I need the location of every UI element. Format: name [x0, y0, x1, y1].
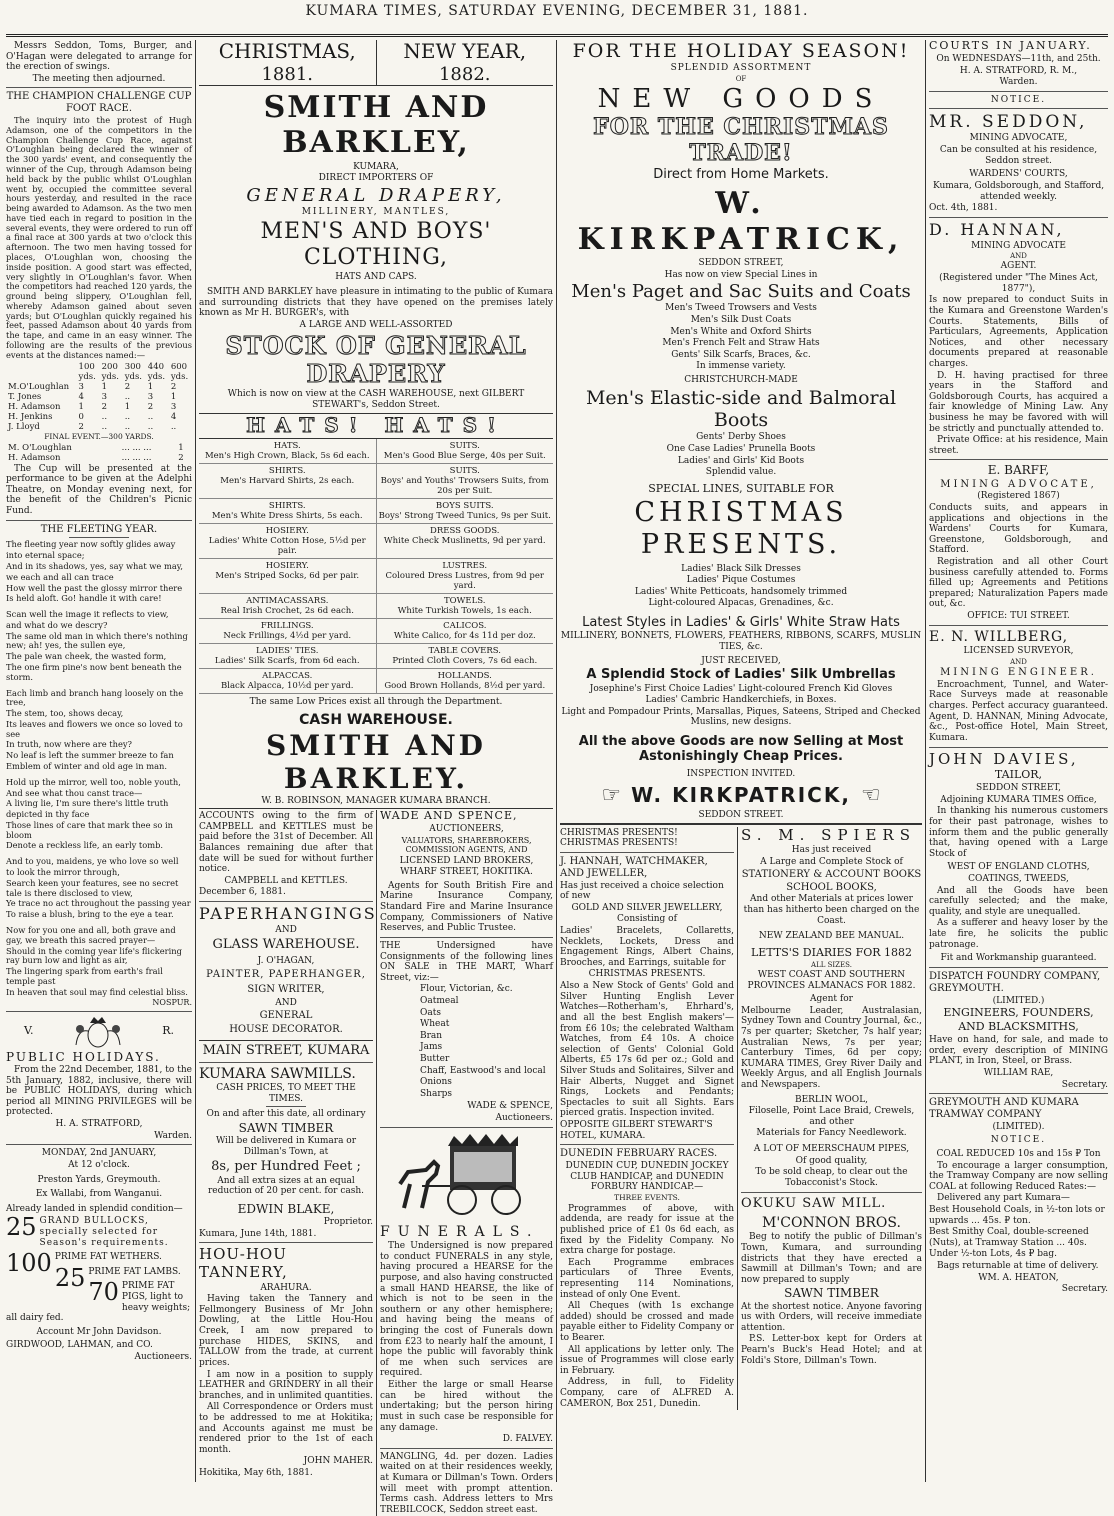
poem-line: depicted in thy face — [6, 809, 90, 820]
poem-author: NOSPUR. — [152, 998, 192, 1008]
pointing-hand-icon: ☜ — [860, 783, 881, 809]
list-item: Onions — [420, 1077, 452, 1088]
item-detail: White Turkish Towels, 1s each. — [397, 606, 532, 617]
christmas-presents-title: CHRISTMAS PRESENTS. — [634, 496, 848, 560]
race-title: THE CHAMPION CHALLENGE CUP FOOT RACE. — [6, 91, 192, 115]
column-divider — [195, 40, 196, 1482]
item-name: HOSIERY. — [265, 561, 309, 572]
holidays-title: PUBLIC HOLIDAYS. — [6, 1049, 161, 1064]
sale-date: MONDAY, 2nd JANUARY, — [41, 1148, 157, 1159]
divider — [6, 520, 192, 521]
item-name: HATS. — [273, 441, 301, 452]
list-item: Josephine's First Choice Ladies' Light-coloured French Kid Gloves — [589, 683, 893, 694]
poem-line: In heaven that soul may find celestial bliss. — [6, 986, 188, 997]
item-name: HOSIERY. — [265, 526, 309, 537]
tannery-title: HOU-HOU TANNERY, — [199, 1245, 288, 1281]
poem-line: The pale wan cheek, the wasted form, — [6, 651, 167, 662]
header-rule — [6, 34, 1108, 37]
table-row — [199, 499, 553, 524]
royal-arms: V. R. — [6, 1015, 192, 1049]
item-detail: Men's Harvard Shirts, 2s each. — [220, 476, 355, 487]
smith-barkley-footer: SMITH AND BARKLEY. — [266, 728, 486, 795]
clothing-heading: MEN'S AND BOYS' CLOTHING, — [260, 218, 492, 270]
foundry-title: DISPATCH FOUNDRY COMPANY, GREYMOUTH. — [929, 970, 1101, 994]
list-item: Flour, Victorian, &c. — [420, 984, 513, 995]
item-detail: Men's High Crown, Black, 5s 6d each. — [204, 451, 370, 462]
item-name: CALICOS. — [443, 621, 487, 632]
accounts-notice: ACCOUNTS owing to the firm of CAMPBELL and KETTLES must be paid before the 31st of December. All Balances remaining due after that date will be sued for without further notice. — [199, 811, 373, 875]
list-item: Men's Silk Dust Coats — [690, 315, 792, 326]
poem-line: Scan well the image it reflects to view, — [6, 609, 169, 620]
divider — [6, 87, 192, 88]
tramway-title: GREYMOUTH AND KUMARA TRAMWAY COMPANY — [929, 1097, 1079, 1120]
list-item: Jams — [420, 1042, 443, 1053]
list-item: Oatmeal — [420, 995, 459, 1006]
cash-warehouse: CASH WAREHOUSE. — [299, 712, 453, 728]
okuku-title: OKUKU SAW MILL. — [741, 1195, 887, 1211]
item-name: TABLE COVERS. — [428, 646, 501, 657]
item-detail: Men's White Dress Shirts, 5s each. — [211, 511, 363, 522]
christmas-newyear-banner: CHRISTMAS, 1881. NEW YEAR, 1882. — [199, 40, 553, 86]
list-item: Ladies' Pique Costumes — [686, 575, 796, 586]
dunedin-races-title: DUNEDIN FEBRUARY RACES. — [560, 1148, 718, 1160]
poem-line: to look the mirror through, — [6, 867, 120, 878]
poem-line: No leaf is left the summer breeze to fan — [6, 750, 174, 761]
poem-line: and what do we descry? — [6, 619, 108, 630]
poem-line: Emblem of winter and old age in man. — [6, 761, 168, 772]
item-detail: Black Alpacca, 10½d per yard. — [220, 681, 354, 692]
smith-barkley-title: SMITH AND BARKLEY, — [263, 89, 489, 161]
poem-line: Each limb and branch hang loosely on the tree, — [6, 687, 184, 708]
table-row — [199, 619, 553, 644]
item-name: ALPACCAS. — [262, 671, 313, 682]
holidays-sign: H. A. STRATFORD, — [55, 1119, 143, 1130]
list-item: Ladies' White Petticoats, handsomely trimmed — [634, 586, 848, 597]
hats-banner: HATS! HATS! — [199, 413, 553, 439]
poem — [6, 540, 192, 997]
table-row — [199, 464, 553, 499]
table-row — [199, 559, 553, 594]
poem-line: In truth, now where are they? — [6, 739, 132, 750]
item-detail: Men's Striped Socks, 6d per pair. — [215, 571, 360, 582]
list-item: Ladies' Cambric Handkerchiefs, in Boxes. — [645, 695, 837, 706]
poem-line: Denote a reckless life, an early tomb. — [6, 840, 164, 851]
list-item: Gents' Silk Scarfs, Braces, &c. — [671, 349, 811, 360]
table-row — [199, 524, 553, 559]
list-item: One Case Ladies' Prunella Boots — [666, 444, 816, 455]
cup-text: The Cup will be presented at the performance to be given at the Adelphi Theatre, on Monday evening next, for the benefit of the Children's Picnic Fund. — [6, 463, 192, 516]
table-row: H. Adamson 1 2 1 2 3 — [8, 401, 177, 412]
funerals-title: FUNERALS. — [380, 1223, 540, 1240]
race-text: The inquiry into the protest of Hugh Adamson, one of the competitors in the Champion Challenge Cup Race, against O'Loughlan being declared the winner of the 300 yards' event, and consequently the winner of the Cup, through Adamson being held back by the public whilst O'Loughlan went by, occupied the committee several hours yesterday, and resulted in the race being awarded to Adamson. As the two men have tied each in regard to position in the several events, they were ordered to run off a final race at 300 yards at two o'clock this afternoon. The two men having tossed for places, O'Loughlan won, choosing the inside position. A good start was effected, very slightly in O'Loughlan's favor. When the competitors had reached 120 yards, the ground being slippery, O'Loughlan fell, whereby Adamson gained about seven yards; but O'Loughlan quickly regained his feet, passed Adamson about 40 yards from the tape, and came in an easy winner. The following are the results of the previous events at the distances named:— — [6, 115, 192, 360]
list-item: Sharps — [420, 1088, 453, 1099]
new-goods-title: NEW GOODS — [597, 84, 885, 115]
poem-line: The one firm pine's now bent beneath the storm. — [6, 661, 182, 682]
table-row: H. Adamson ... ... ... 2 — [8, 452, 184, 463]
item-name: FRILLINGS. — [260, 621, 314, 632]
final-event: FINAL EVENT.—300 YARDS. — [44, 431, 154, 441]
item-detail: White Check Muslinetts, 9d per yard. — [383, 536, 546, 547]
mangling-ad: MANGLING, 4d. per dozen. Ladies waited on at their residences weekly, at Kumara or Dillman's Town. Orders will meet with prompt attention. Terms cash. Address letters to Mrs TREBILCOCK, Seddon street east. — [380, 1451, 553, 1515]
item-detail: Printed Cloth Covers, 7s 6d each. — [392, 656, 538, 667]
kirkpatrick-footer: ☞ W. KIRKPATRICK, ☜ — [601, 783, 881, 809]
item-detail: Ladies' Silk Scarfs, from 6d each. — [214, 656, 360, 667]
item-name: ANTIMACASSARS. — [246, 596, 329, 607]
poem-line: The fleeting year now softly glides away — [6, 539, 176, 550]
poem-line: And in its shadows, yes, say what we may, — [6, 560, 183, 571]
column-4: COURTS IN JANUARY. On WEDNESDAYS—11th, and 25th. H. A. STRATFORD, R. M., Warden. NOTICE. MR. SEDDON, MINING ADVOCATE, Can be consulted at his residence, Seddon street. WARDENS' COURTS, Kumara, Goldsborough, and Stafford, attended weekly. Oct. 4th, 1881. D. HANNAN, MINING ADVOCATE AND AGENT. (Registered under "The Mines Act, 1877"), Is now prepared to conduct Suits in the Kumara and Greenstone Warden's Courts. Statements, Bills of Particulars, Agreements, Application Notices, and other necessary documents prepared at reasonable charges. D. H. having practised for three years in the Stafford and Goldsborough Courts, has acquired a fair knowledge of Mining Law. Any business he may be favored with will be strictly and punctually attended to. Private Office: at his residence, Main street. E. BARFF, MINING ADVOCATE, (Registered 1867) Conducts suits, and appears in applications and objections in the Wardens' Courts for Kumara, Greenstone, Goldsborough, and Stafford. Registration and all other Court business carefully attended to. Forms filled up; Agreements and Petitions prepared; Naturalization Papers made out, &c. OFFICE: TUI STREET. E. N. WILLBERG, LICENSED SURVEYOR, AND MINING ENGINEER. Encroachment, Tunnel, and Water-Race Surveys made at reasonable charges. Perfect accuracy guaranteed. Agent, D. HANNAN, Mining Advocate, &c., Post-office Hotel, Main Street, Kumara. JOHN DAVIES, TAILOR, SEDDON STREET, Adjoining KUMARA TIMES Office, In thanking his numerous customers for their past patronage, wishes to inform them and the public generally that, having opened with a Large Stock of WEST OF ENGLAND CLOTHS, COATINGS, TWEEDS, And all the Goods have been carefully selected; and the make, quality, and style are unequalled. As a sufferer and heavy loser by the late fire, he solicits the public patronage. Fit and Workmanship guaranteed. DISPATCH FOUNDRY COMPANY, GREYMOUTH. (LIMITED.) ENGINEERS, FOUNDERS, AND BLACKSMITHS, Have on hand, for sale, and made to order, every description of MINING PLANT, in Iron, Steel, or Brass. WILLIAM RAE, Secretary. GREYMOUTH AND KUMARA TRAMWAY COMPANY (LIMITED). NOTICE. COAL REDUCED 10s and 15s ₽ Ton To encourage a larger consumption, the Tramway Company are now selling COAL at following Reduced Rates:— Delivered any part Kumara— Best Household Coals, in ½-ton lots or upwards ... 45s. ₽ ton. Best Smithy Coal, double-screened (Nuts), at Tramway Station ... 40s. Under ½-ton Lots, 4s ₽ bag. Bags returnable at time of delivery. WM. A. HEATON, Secretary. — [929, 39, 1108, 1295]
list-item: In immense variety. — [696, 361, 786, 372]
item-name: BOYS SUITS. — [435, 501, 494, 512]
poem-line: Should in the coming year life's flickering ray burn low and light as air, — [6, 945, 182, 966]
poem-line: Those lines of care that mark thee so in bloom — [6, 819, 174, 840]
poem-line: Now for you one and all, both grave and gay, we breath this sacred prayer— — [6, 924, 176, 945]
item-detail: Good Brown Hollands, 8½d per yard. — [384, 681, 546, 692]
poem-line: into eternal space; — [6, 550, 85, 561]
item-detail: Boys' Strong Tweed Tunics, 9s per Suit. — [378, 511, 551, 522]
wade-spence-title: WADE AND SPENCE, — [380, 809, 518, 823]
stock-heading: STOCK OF GENERAL DRAPERY — [225, 330, 527, 388]
davies-title: JOHN DAVIES, — [929, 749, 1079, 768]
item-name: HOLLANDS. — [437, 671, 492, 682]
list-item: Gents' Derby Shoes — [696, 432, 786, 443]
poem-line: Is held aloft. Go! handle it with care! — [6, 593, 162, 604]
seddon-title: MR. SEDDON, — [929, 112, 1088, 133]
christmas-trade-title: FOR THE CHRISTMAS TRADE! — [593, 113, 889, 166]
poem-line: And see what thou canst trace— — [6, 787, 143, 798]
poem-line: How well the past the glossy mirror there — [6, 582, 183, 593]
hannan-title: D. HANNAN, — [929, 219, 1065, 239]
divider — [69, 537, 129, 538]
meeting-text: Messrs Seddon, Toms, Burger, and O'Hagan were delegated to arrange for the erection of swings. — [6, 41, 192, 73]
newspaper-header: KUMARA TIMES, SATURDAY EVENING, DECEMBER 31, 1881. — [305, 3, 809, 19]
list-item: Oats — [420, 1007, 441, 1018]
courts-title: COURTS IN JANUARY. — [929, 39, 1092, 52]
poem-line: To raise a blush, bring to the eye a tear. — [6, 909, 174, 920]
list-item: Men's French Felt and Straw Hats — [662, 338, 820, 349]
item-detail: White Calico, for 4s 11d per doz. — [393, 631, 536, 642]
table-row — [199, 644, 553, 669]
list-item: Chaff, Eastwood's and local — [420, 1065, 546, 1076]
sawmills-title: KUMARA SAWMILLS. — [199, 1065, 356, 1082]
hannah-title: J. HANNAH, WATCHMAKER, AND JEWELLER, — [560, 856, 708, 879]
divider — [6, 1011, 192, 1012]
holidays-text: From the 22nd December, 1881, to the 5th January, 1882, inclusive, there will be PUBLIC HOLIDAYS, during which period all MINING PRIVILEGES will be protected. — [6, 1065, 192, 1118]
table-row — [199, 594, 553, 619]
table-row: M.O'Loughlan 3 1 2 1 2 — [8, 381, 177, 392]
column-divider — [556, 40, 557, 1482]
poem-line: Search keen your features, see no secret tale is there disclosed to view, — [6, 877, 179, 898]
drapery-heading: GENERAL DRAPERY, — [246, 184, 506, 206]
pointing-hand-icon: ☞ — [601, 783, 622, 809]
item-detail: Coloured Dress Lustres, from 9d per yard. — [385, 571, 544, 592]
table-row — [199, 439, 553, 464]
royal-crest-icon — [68, 1015, 128, 1049]
hearse-illustration-icon — [392, 1132, 542, 1220]
list-item: Men's Tweed Trowsers and Vests — [665, 303, 817, 314]
poem-line: Hold up the mirror, well too, noble youth, — [6, 776, 181, 787]
item-name: LUSTRES. — [442, 561, 488, 572]
list-item: Bran — [420, 1030, 443, 1041]
column-3: FOR THE HOLIDAY SEASON! SPLENDID ASSORTMENT OF NEW GOODS FOR THE CHRISTMAS TRADE! Direct from Home Markets. W. KIRKPATRICK, SEDDON STREET, Has now on view Special Lines in Men's Paget and Sac Suits and Coats Men's Tweed Trowsers and Vests Men's Silk Dust Coats Men's White and Oxford Shirts Men's French Felt and Straw Hats Gents' Silk Scarfs, Braces, &c. In immense variety. CHRISTCHURCH-MADE Men's Elastic-side and Balmoral Boots Gents' Derby Shoes One Case Ladies' Prunella Boots Ladies' and Girls' Kid Boots Splendid value. SPECIAL LINES, SUITABLE FOR CHRISTMAS PRESENTS. Ladies' Black Silk Dresses Ladies' Pique Costumes Ladies' White Petticoats, handsomely trimmed Light-coloured Alpacas, Grenadines, &c. Latest Styles in Ladies' & Girls' White Straw Hats MILLINERY, BONNETS, FLOWERS, FEATHERS, RIBBONS, SCARFS, MUSLIN TIES, &c. JUST RECEIVED, A Splendid Stock of Ladies' Silk Umbrellas Josephine's First Choice Ladies' Light-coloured French Kid Gloves Ladies' Cambric Handkerchiefs, in Boxes. Light and Pompadour Prints, Marsallas, Piques, Sateens, Striped and Checked Muslins, new designs. All the above Goods are now Selling at Most Astonishingly Cheap Prices. INSPECTION INVITED. ☞ W. KIRKPATRICK, ☜ SEDDON STREET. CHRISTMAS PRESENTS! CHRISTMAS PRESENTS! J. HANNAH, WATCHMAKER, AND JEWELLER, Has just received a choice selection of new GOLD AND SILVER JEWELLERY, Consisting of Ladies' Bracelets, Collaretts, Necklets, Lockets, Dress and Engagement Rings, Albert Chains, Brooches, and Earrings, suitable for CHRISTMAS PRESENTS. Also a New Stock of Gents' Gold and Silver Hunting English Lever Watches—Rotherham's, Ehrhard's, and all the best English makers'—from £6 10s; the celebrated Waltham Watches, from £4 10s. A choice selection of Gents' Colonial Gold Alberts, £5 17s 6d per oz.; Gold and Silver Studs and Solitaires, Silver and Hair Alberts, Nugget and Signet Rings, Lockets and Pendants; Spectacles to suit all Sights. Ears pierced gratis. Inspection invited. OPPOSITE GILBERT STEWART'S HOTEL, KUMARA. DUNEDIN FEBRUARY RACES. DUNEDIN CUP, DUNEDIN JOCKEY CLUB HANDICAP, and DUNEDIN FORBURY HANDICAP.— THREE EVENTS. Programmes of above, with addenda, are ready for issue at the published price of £1 0s 6d each, as fixed by the Fidelity Company. No extra charge for postage. Each Programme embraces particulars of Three Events, representing 114 Nominations, instead of only One Event. All Cheques (with 1s exchange added) should be crossed and made payable either to Fidelity Company or to Bearer. All applications by letter only. The issue of Programmes will close early in February. Address, in full, to Fidelity Company, care of ALFRED A. CAMERON, Box 251, Dunedin. S. M. SPIERS Has just received A Large and Complete Stock of STATIONERY & ACCOUNT BOOKS SCHOOL BOOKS, And other Materials at prices lower than has hitherto been charged on the Coast. NEW ZEALAND BEE MANUAL. LETTS'S DIARIES FOR 1882 ALL SIZES. WEST COAST AND SOUTHERN PROVINCES ALMANACS FOR 1882. Agent for Melbourne Leader, Australasian, Sydney Town and Country Journal, &c., 7s per quarter; Sketcher, 7s half year; Australian News, 7s per year; Canterbury Times, 6d per copy; KUMARA TIMES, Grey River Daily and Weekly Argus, and all English Journals and Newspapers. BERLIN WOOL, Filoselle, Point Lace Braid, Crewels, and other Materials for Fancy Needlework. A LOT OF MEERSCHAUM PIPES, Of good quality, To be sold cheap, to clear out the Tobacconist's Stock. OKUKU SAW MILL. M'CONNON BROS. Beg to notify the public of Dillman's Town, Kumara, and surrounding districts that they have erected a Sawmill at Dillman's Town; and are now prepared to supply SAWN TIMBER At the shortest notice. Anyone favoring us with Orders, will receive immediate attention. P.S. Letter-box kept for Orders at Pearn's Buck's Head Hotel; and at Foldi's Store, Dillman's Town. — [560, 40, 922, 1409]
poem-line: we each and all can trace — [6, 571, 114, 582]
item-name: LADIES' TIES. — [256, 646, 319, 657]
poem-line: A living lie, I'm sure there's little truth — [6, 798, 169, 809]
item-detail: Neck Frillings, 4½d per yard. — [223, 631, 352, 642]
list-item: Ladies' Black Silk Dresses — [681, 563, 801, 574]
column-1: Messrs Seddon, Toms, Burger, and O'Hagan were delegated to arrange for the erection of swings. The meeting then adjourned. THE CHAMPION CHALLENGE CUP FOOT RACE. The inquiry into the protest of Hugh Adamson, one of the competitors in the Champion Challenge Cup Race, against O'Loughlan being declared the winner of the 300 yards' event, and consequently the winner of the Cup, through Adamson being held back by the public whilst O'Loughlan went by, occupied the committee several hours yesterday, and resulted in the race being awarded to Adamson. As the two men have tied each in regard to position in the several events, they were ordered to run off a final race at 300 yards at two o'clock this afternoon. The two men having tossed for places, O'Loughlan won, choosing the inside position. A good start was effected, very slightly in O'Loughlan's favor. When the competitors had reached 120 yards, the ground being slippery, O'Loughlan fell, whereby Adamson gained about seven yards; but O'Loughlan quickly regained his feet, passed Adamson about 40 yards from the tape, and came in an easy winner. The following are the results of the previous events at the distances named:— 100 200 300 440 600 yds. yds. yds. yds. yds. M.O'Loughlan 3 1 2 1 2 T. Jones 4 3 .. 3 1 H. Adamson 1 2 1 2 3 H. Jenkins 0 .. .. .. 4 J. Lloyd 2 .. .. .. .. FINAL EVENT.—300 YARDS. M. O'Loughlan ... ... ... 1 H. Adamson ... ... ... 2 The Cup will be presented at the performance to be given at the Adelphi Theatre, on Monday evening next, for the benefit of the Children's Picnic Fund. THE FLEETING YEAR. The fleeting year now softly glides away into eternal space; And in its shadows, yes, say what we may, we each and all can trace How well the past the glossy mirror there Is held aloft. Go! handle it with care! Scan well the image it reflects to view, and what do we descry? The same old man in which there's nothing new; ah! yes, the sullen eye, The pale wan cheek, the wasted form, The one firm pine's now bent beneath the storm. Each limb and branch hang loosely on the tree, The stem, too, shows decay, Its leaves and flowers we once so loved to see In truth, now where are they? No leaf is left the summer breeze to fan Emblem of winter and old age in man. Hold up the mirror, well too, noble youth, And see what thou canst trace— A living lie, I'm sure there's little truth depicted in thy face Those lines of care that mark thee so in bloom Denote a reckless life, an early tomb. And to you, maidens, ye who love so well to look the mirror through, Search keen your features, see no secret tale is there disclosed to view, Ye trace no act throughout the passing year To raise a blush, bring to the eye a tear. Now for you one and all, both grave and gay, we breath this sacred prayer— Should in the coming year life's flickering ray burn low and light as air, The lingering spark from earth's frail temple past In heaven that soul may find celestial bliss. NOSPUR. V. R. PUBLIC HOLIDAYS. From the 22nd December, 1881, to the 5th January, 1882, inclusive, there will be PUBLIC HOLIDAYS, during which period all MINING PRIVILEGES will be protected. H. A. STRATFORD, Warden. MONDAY, 2nd JANUARY, At 12 o'clock. Preston Yards, Greymouth. Ex Wallabi, from Wanganui. Already landed in splendid condition— 25 GRAND BULLOCKS, specially selected for Season's requirements. 100 PRIME FAT WETHERS. 25 PRIME FAT LAMBS. 70 PRIME FAT PIGS, light to heavy weights; all dairy fed. Account Mr John Davidson. GIRDWOOD, LAHMAN, and CO. Auctioneers. — [6, 41, 192, 1363]
poem-line: The same old man in which there's nothing new; ah! yes, the sullen eye, — [6, 630, 188, 651]
poem-line — [6, 684, 192, 688]
goods-list — [380, 984, 553, 1099]
item-name: SHIRTS. — [268, 466, 306, 477]
list-item: Butter — [420, 1054, 450, 1064]
item-detail: Ladies' White Cotton Hose, 5½d per pair. — [208, 536, 366, 557]
auctioneer-name: GIRDWOOD, LAHMAN, and CO. — [6, 1340, 153, 1351]
table-row: H. Jenkins 0 .. .. .. 4 — [8, 411, 177, 422]
poem-line: Ye trace no act throughout the passing year — [6, 898, 191, 909]
column-2: CHRISTMAS, 1881. NEW YEAR, 1882. SMITH AND BARKLEY, KUMARA, DIRECT IMPORTERS OF GENERAL DRAPERY, MILLINERY, MANTLES, MEN'S AND BOYS' CLOTHING, HATS AND CAPS. SMITH AND BARKLEY have pleasure in intimating to the public of Kumara and surrounding districts that they have opened on the premises lately known as Mr H. BURGER's, with A LARGE AND WELL-ASSORTED STOCK OF GENERAL DRAPERY Which is now on view at the CASH WAREHOUSE, next GILBERT STEWART's, Seddon Street. HATS! HATS! HATS. Men's High Crown, Black, 5s 6d each. SUITS. Men's Good Blue Serge, 40s per Suit. SHIRTS. Men's Harvard Shirts, 2s each. SUITS. Boys' and Youths' Trowsers Suits, from 20s per Suit. SHIRTS. Men's White Dress Shirts, 5s each. BOYS SUITS. Boys' Strong Tweed Tunics, 9s per Suit. HOSIERY. Ladies' White Cotton Hose, 5½d per pair. DRESS GOODS. White Check Muslinetts, 9d per yard. HOSIERY. Men's Striped Socks, 6d per pair. LUSTRES. Coloured Dress Lustres, from 9d per yard. ANTIMACASSARS. Real Irish Crochet, 2s 6d each. TOWELS. White Turkish Towels, 1s each. FRILLINGS. Neck Frillings, 4½d per yard. CALICOS. White Calico, for 4s 11d per doz. LADIES' TIES. Ladies' Silk Scarfs, from 6d each. TABLE COVERS. Printed Cloth Covers, 7s 6d each. ALPACCAS. Black Alpacca, 10½d per yard. HOLLANDS. Good Brown Hollands, 8½d per yard. The same Low Prices exist all through the Department. CASH WAREHOUSE. SMITH AND BARKLEY. W. B. ROBINSON, MANAGER KUMARA BRANCH. ACCOUNTS owing to the firm of CAMPBELL and KETTLES must be paid before the 31st of December. All Balances remaining due after that date will be sued for without further notice. CAMPBELL and KETTLES. December 6, 1881. PAPERHANGINGS AND GLASS WAREHOUSE. J. O'HAGAN, PAINTER, PAPERHANGER, SIGN WRITER, AND GENERAL HOUSE DECORATOR. MAIN STREET, KUMARA KUMARA SAWMILLS. CASH PRICES, TO MEET THE TIMES. On and after this date, all ordinary SAWN TIMBER Will be delivered in Kumara or Dillman's Town, at 8s, per Hundred Feet ; And all extra sizes at an equal reduction of 20 per cent. for cash. EDWIN BLAKE, Proprietor. Kumara, June 14th, 1881. HOU-HOU TANNERY, ARAHURA. Having taken the Tannery and Fellmongery Business of Mr John Dowling, at the Little Hou-Hou Creek, I am now prepared to purchase HIDES, SKINS, and TALLOW from the trade, at current prices. I am now in a position to supply LEATHER and GRINDERY in all their branches, and in unlimited quantities. All Correspondence or Orders must to be addressed to me at Hokitika; and Accounts against me must be rendered prior to the 1st of each month. JOHN MAHER. Hokitika, May 6th, 1881. WADE AND SPENCE, AUCTIONEERS, VALUATORS, SHAREBROKERS, COMMISSION AGENTS, AND LICENSED LAND BROKERS, WHARF STREET, HOKITIKA. Agents for South British Fire and Marine Insurance Company, Standard Fire and Marine Insurance Company, Commissioners of Native Reserves, and Public Trustee. THE Undersigned have Consignments of the following lines ON SALE in THE MART, Wharf Street, viz:— Flour, Victorian, &c. Oatmeal Oats Wheat Bran Jams Butter Chaff, Eastwood's and local Onions Sharps WADE & SPENCE, Auctioneers. FUNERALS. The Undersigned is now prepared to conduct FUNERALS in any style, having procured a HEARSE for the purpose, and also having constructed a small HAND HEARSE, the like of which is not to be seen in the southern or any other hemisphere; and having being the means of bringing the cost of Funerals down from £23 to nearly half the amount, I hope the public will favorably think of me when such services are required. Either the large or small Hearse can be hired without the undertaking; but the person hiring must in such case be responsible for any damage. D. FALVEY. MANGLING, 4d. per dozen. Ladies waited on at their residences weekly, at Kumara or Dillman's Town. Orders will meet with prompt attention. Terms cash. Address letters to Mrs TREBILCOCK, Seddon street east. — [199, 39, 553, 1515]
list-item: Men's White and Oxford Shirts — [670, 326, 812, 337]
list-item: Ladies' and Girls' Kid Boots — [677, 455, 805, 466]
item-name: SHIRTS. — [268, 501, 306, 512]
price-list — [199, 439, 553, 694]
poem-line: Its leaves and flowers we once so loved to see — [6, 718, 183, 739]
item-detail: Boys' and Youths' Trowsers Suits, from 20s per Suit. — [380, 476, 549, 497]
list-item: Light-coloured Alpacas, Grenadines, &c. — [648, 598, 834, 609]
willberg-title: E. N. WILLBERG, — [929, 628, 1069, 645]
divider — [6, 1144, 192, 1145]
final-table — [6, 443, 192, 463]
item-name: DRESS GOODS. — [430, 526, 500, 537]
results-table: 100 200 300 440 600 yds. yds. yds. yds. yds. M.O'Loughlan 3 1 2 1 2 T. Jones 4 3 .. 3 1 H. Adamson 1 2 1 2 3 H. Jenkins 0 .. .. .. 4 J. Lloyd 2 .. .. .. .. — [6, 362, 192, 432]
item-detail: Real Irish Crochet, 2s 6d each. — [220, 606, 354, 617]
barff-title: E. BARFF, — [987, 463, 1050, 478]
table-row: T. Jones 4 3 .. 3 1 — [8, 391, 177, 402]
item-name: SUITS. — [449, 466, 480, 477]
table-row: M. O'Loughlan ... ... ... 1 — [8, 442, 184, 453]
item-name: SUITS. — [449, 441, 480, 452]
kirkpatrick-title: W. KIRKPATRICK, — [577, 186, 905, 257]
item-detail: Men's Good Blue Serge, 40s per Suit. — [383, 451, 546, 462]
list-item: Splendid value. — [705, 467, 777, 478]
list-item: Wheat — [420, 1019, 450, 1030]
holiday-season-title: FOR THE HOLIDAY SEASON! — [572, 40, 910, 62]
poem-line: And to you, maidens, ye who love so well — [6, 856, 179, 867]
column-divider — [925, 40, 926, 1482]
table-row: J. Lloyd 2 .. .. .. .. — [8, 421, 177, 432]
poem-title: THE FLEETING YEAR. — [40, 523, 158, 535]
item-name: TOWELS. — [444, 596, 486, 607]
adjourned-text: The meeting then adjourned. — [32, 73, 166, 84]
table-row — [199, 669, 553, 694]
poem-line: The lingering spark from earth's frail temple past — [6, 966, 163, 986]
spiers-title: S. M. SPIERS — [741, 825, 916, 844]
paperhangings-title: PAPERHANGINGS — [199, 904, 377, 924]
poem-line: The stem, too, shows decay, — [6, 708, 124, 719]
